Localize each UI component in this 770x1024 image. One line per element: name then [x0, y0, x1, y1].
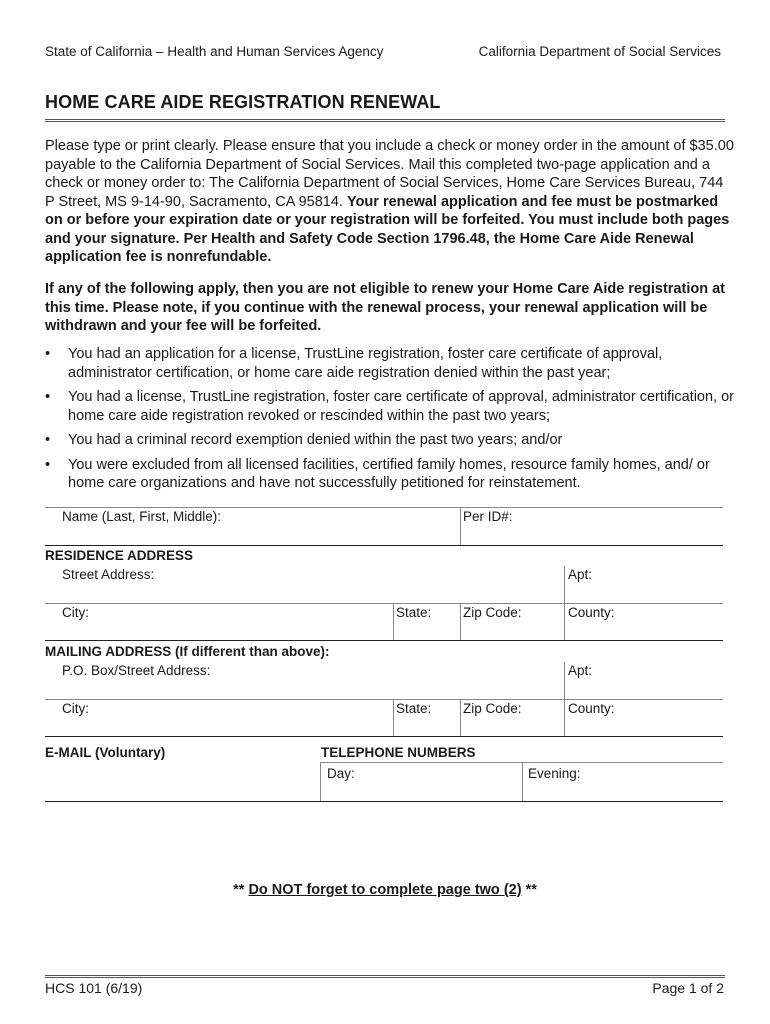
- page-title: HOME CARE AIDE REGISTRATION RENEWAL: [45, 92, 441, 112]
- bullet-icon: •: [45, 389, 51, 405]
- mailing-city-field[interactable]: [45, 700, 393, 736]
- list-item: [45, 388, 735, 425]
- list-item: [45, 431, 735, 450]
- day-phone-label: Day:: [327, 766, 355, 781]
- per-id-field[interactable]: [461, 508, 723, 545]
- zip-code-label: Zip Code:: [463, 605, 522, 620]
- section-divider: [45, 640, 723, 641]
- reminder-prefix: **: [233, 882, 249, 898]
- form-bottom-rule: [45, 801, 723, 802]
- name-field[interactable]: [45, 508, 460, 545]
- city-label: City:: [62, 701, 89, 716]
- reminder-text: Do NOT forget to complete page two (2): [248, 882, 522, 898]
- eligibility-warning: If any of the following apply, then you are not eligible to renew your Home Care Aide registration at this time. Please note, if you continue with the renewal process, your renewal application will be withdrawn and your fee will be forfeited.: [45, 281, 725, 334]
- agency-header: State of California – Health and Human Services Agency: [45, 44, 384, 59]
- department-header: California Department of Social Services: [478, 44, 721, 59]
- telephone-heading: TELEPHONE NUMBERS: [321, 745, 476, 760]
- section-divider: [45, 736, 723, 737]
- residence-zip-field[interactable]: [461, 604, 564, 640]
- apt-label: Apt:: [568, 567, 593, 582]
- city-label: City:: [62, 605, 89, 620]
- state-label: State:: [396, 701, 432, 716]
- page-two-reminder: [0, 882, 770, 898]
- name-label: Name (Last, First, Middle):: [62, 509, 222, 524]
- section-divider: [45, 545, 723, 546]
- list-item-text: You had a criminal record exemption denied within the past two years; and/or: [68, 432, 563, 448]
- po-box-street-label: P.O. Box/Street Address:: [62, 663, 211, 678]
- list-item-text: You had a license, TrustLine registration, foster care certificate of approval, administrator certification, or home care aide registration revoked or rescinded within the past two years;: [68, 389, 734, 424]
- residence-apt-field[interactable]: [565, 566, 723, 603]
- intro-plain-text: Please type or print clearly. Please ensure that you include a check or money order in the amount of $35.00 payable to the California Department of Social Services. Mail this completed two-page application and a check or money order to: The California Department of Social Services, Home Care Services Bureau, 744 P Street, MS 9-14-90, Sacramento, CA 95814.: [45, 138, 734, 210]
- mailing-county-field[interactable]: [565, 700, 723, 736]
- residence-street-field[interactable]: [45, 566, 564, 603]
- residence-city-field[interactable]: [45, 604, 393, 640]
- reminder-suffix: **: [521, 882, 537, 898]
- residence-county-field[interactable]: [565, 604, 723, 640]
- list-item: [45, 345, 735, 382]
- form-id: HCS 101 (6/19): [45, 980, 143, 996]
- mailing-apt-field[interactable]: [565, 662, 723, 699]
- zip-code-label: Zip Code:: [463, 701, 522, 716]
- list-item-text: You were excluded from all licensed facilities, certified family homes, resource family homes, and/ or home care organizations and have not successfully petitioned for reinstatement.: [68, 456, 710, 491]
- email-heading: E-MAIL (Voluntary): [45, 745, 166, 760]
- county-label: County:: [568, 701, 615, 716]
- residence-state-field[interactable]: [394, 604, 460, 640]
- evening-phone-label: Evening:: [528, 766, 581, 781]
- bullet-icon: •: [45, 346, 51, 362]
- mailing-state-field[interactable]: [394, 700, 460, 736]
- bullet-icon: •: [45, 456, 51, 473]
- ineligibility-list: [45, 345, 735, 499]
- apt-label: Apt:: [568, 663, 593, 678]
- intro-bold-text: Your renewal application and fee must be postmarked on or before your expiration date or your registration will be forfeited. You must include both pages and your signature. Per Health and Safety Code Section 1796.48, the Home Care Aide Renewal application fee is nonrefundable.: [45, 193, 730, 265]
- page-number: Page 1 of 2: [652, 980, 724, 996]
- county-label: County:: [568, 605, 615, 620]
- per-id-label: Per ID#:: [463, 509, 513, 524]
- day-phone-field[interactable]: [321, 763, 522, 801]
- footer-divider: [45, 975, 725, 978]
- mailing-address-heading: MAILING ADDRESS (If different than above):: [45, 644, 330, 659]
- mailing-zip-field[interactable]: [461, 700, 564, 736]
- bullet-icon: •: [45, 432, 51, 448]
- title-divider: [45, 119, 725, 122]
- state-label: State:: [396, 605, 432, 620]
- intro-paragraph: [45, 137, 735, 267]
- email-field[interactable]: [45, 763, 320, 801]
- residence-address-heading: RESIDENCE ADDRESS: [45, 548, 194, 563]
- mailing-street-field[interactable]: [45, 662, 564, 699]
- street-address-label: Street Address:: [62, 567, 155, 582]
- evening-phone-field[interactable]: [523, 763, 723, 801]
- list-item: [45, 456, 735, 493]
- list-item-text: You had an application for a license, TrustLine registration, foster care certificate of approval, administrator certification, or home care aide registration denied within the past year;: [68, 346, 663, 381]
